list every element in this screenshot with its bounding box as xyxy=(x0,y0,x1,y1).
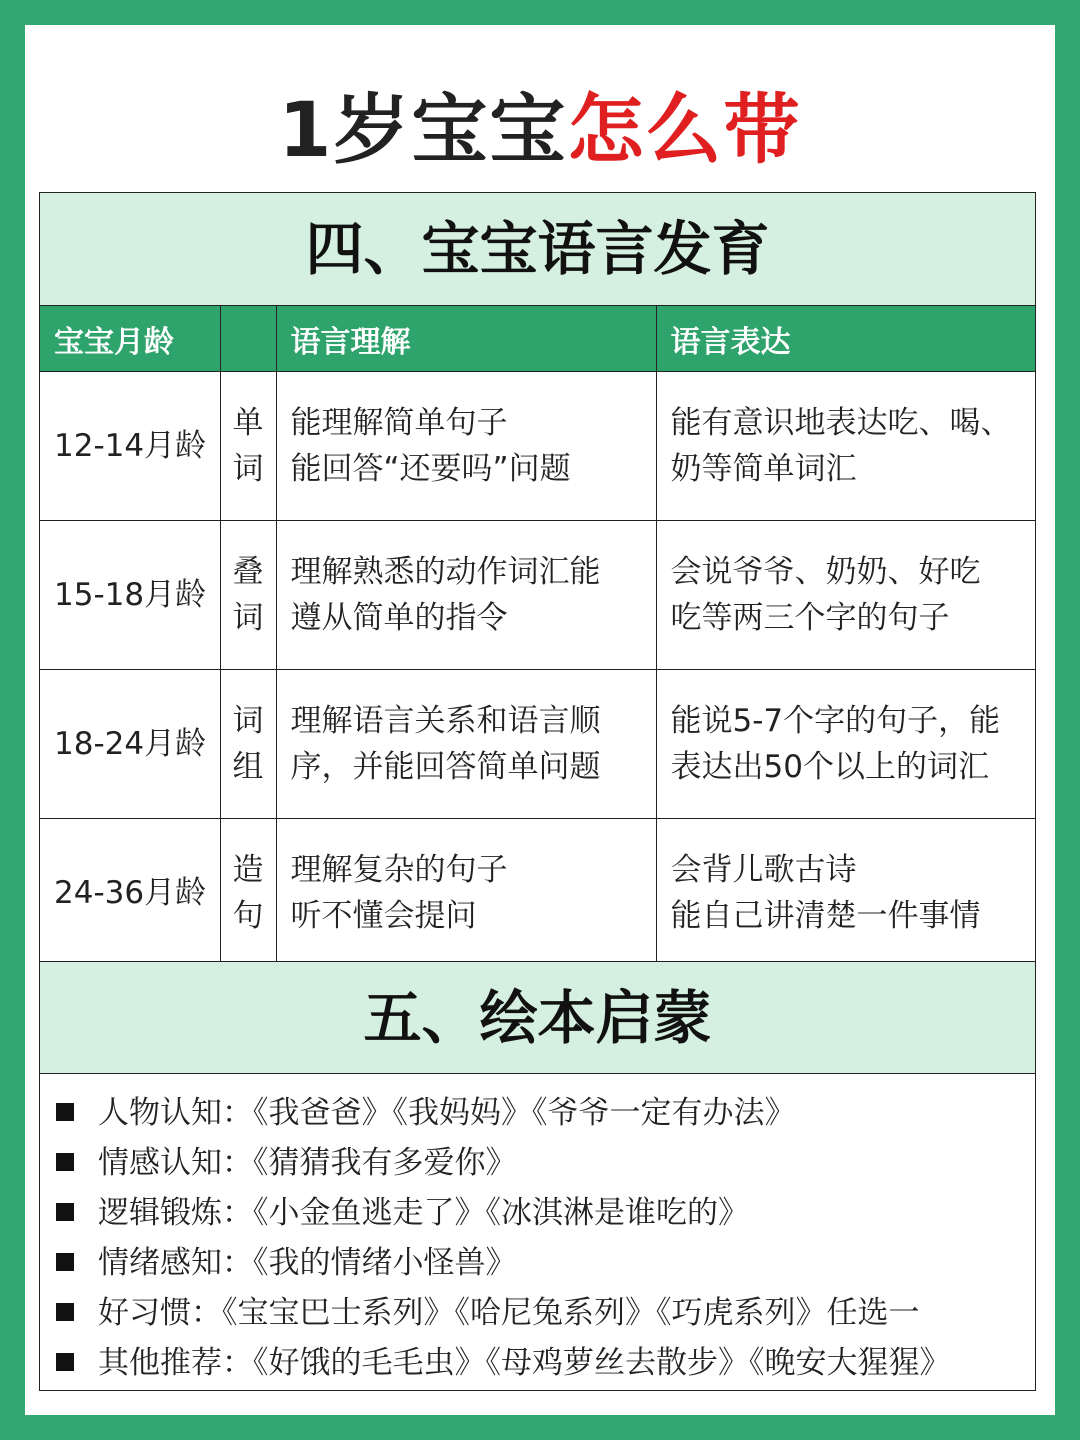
stage-cell xyxy=(220,670,276,819)
table-row xyxy=(40,372,1035,521)
express-line: 能自己讲清楚一件事情 xyxy=(670,898,981,934)
age-cell: 15-18月龄 xyxy=(40,521,220,670)
express-line: 奶等简单词汇 xyxy=(670,451,857,487)
express-line: 表达出50个以上的词汇 xyxy=(670,749,989,785)
header-understand: 语言理解 xyxy=(276,306,656,372)
stage-char: 词 xyxy=(232,451,264,487)
language-table xyxy=(40,306,1035,967)
list-item xyxy=(40,1338,1035,1388)
understand-line: 理解语言关系和语言顺 xyxy=(290,703,601,739)
square-bullet-icon xyxy=(56,1353,74,1371)
age-cell: 18-24月龄 xyxy=(40,670,220,819)
list-item xyxy=(40,1288,1035,1338)
square-bullet-icon xyxy=(56,1303,74,1321)
square-bullet-icon xyxy=(56,1153,74,1171)
list-item xyxy=(40,1238,1035,1288)
table-row xyxy=(40,819,1035,968)
content-frame xyxy=(39,192,1036,1391)
book-line: 情感认知：《猜猜我有多爱你》 xyxy=(98,1145,517,1181)
understand-cell xyxy=(276,670,656,819)
express-line: 会背儿歌古诗 xyxy=(670,852,857,888)
stage-char: 叠 xyxy=(232,554,264,590)
stage-char: 组 xyxy=(232,749,264,785)
express-cell xyxy=(656,670,1035,819)
book-line: 逻辑锻炼：《小金鱼逃走了》《冰淇淋是谁吃的》 xyxy=(98,1195,749,1231)
understand-line: 序，并能回答简单问题 xyxy=(290,749,601,785)
stage-char: 单 xyxy=(232,405,264,441)
stage-cell xyxy=(220,521,276,670)
stage-char: 词 xyxy=(232,703,264,739)
book-line: 好习惯：《宝宝巴士系列》《哈尼兔系列》《巧虎系列》任选一 xyxy=(98,1295,920,1331)
express-cell xyxy=(656,521,1035,670)
understand-line: 能回答“还要吗”问题 xyxy=(290,451,571,487)
age-cell: 24-36月龄 xyxy=(40,819,220,968)
understand-line: 听不懂会提问 xyxy=(290,898,477,934)
header-tag xyxy=(220,306,276,372)
page-title xyxy=(25,80,1055,180)
express-line: 会说爷爷、奶奶、好吃 xyxy=(670,554,981,590)
title-red: 怎么带 xyxy=(567,85,802,174)
header-age: 宝宝月龄 xyxy=(40,306,220,372)
title-black: 1岁宝宝 xyxy=(278,85,568,174)
section5-heading: 五、绘本启蒙 xyxy=(40,961,1035,1074)
understand-line: 遵从简单的指令 xyxy=(290,600,508,636)
book-line: 其他推荐：《好饿的毛毛虫》《母鸡萝丝去散步》《晚安大猩猩》 xyxy=(98,1345,951,1381)
book-line: 人物认知：《我爸爸》《我妈妈》《爷爷一定有办法》 xyxy=(98,1095,796,1131)
stage-char: 词 xyxy=(232,600,264,636)
age-cell: 12-14月龄 xyxy=(40,372,220,521)
square-bullet-icon xyxy=(56,1103,74,1121)
list-item xyxy=(40,1188,1035,1238)
express-cell xyxy=(656,819,1035,968)
table-row xyxy=(40,670,1035,819)
square-bullet-icon xyxy=(56,1203,74,1221)
understand-line: 能理解简单句子 xyxy=(290,405,508,441)
express-line: 能说5-7个字的句子，能 xyxy=(670,703,1001,739)
table-header-row xyxy=(40,306,1035,372)
list-item xyxy=(40,1138,1035,1188)
list-item xyxy=(40,1088,1035,1138)
understand-cell xyxy=(276,819,656,968)
stage-cell xyxy=(220,819,276,968)
book-list xyxy=(40,1088,1035,1388)
understand-cell xyxy=(276,372,656,521)
understand-line: 理解复杂的句子 xyxy=(290,852,508,888)
stage-char: 句 xyxy=(232,898,264,934)
table-row xyxy=(40,521,1035,670)
stage-char: 造 xyxy=(232,852,264,888)
header-express: 语言表达 xyxy=(656,306,1035,372)
card xyxy=(25,25,1055,1415)
express-cell xyxy=(656,372,1035,521)
understand-cell xyxy=(276,521,656,670)
understand-line: 理解熟悉的动作词汇能 xyxy=(290,554,601,590)
express-line: 能有意识地表达吃、喝、 xyxy=(670,405,1012,441)
section4-heading: 四、宝宝语言发育 xyxy=(40,193,1035,306)
express-line: 吃等两三个字的句子 xyxy=(670,600,950,636)
square-bullet-icon xyxy=(56,1253,74,1271)
book-line: 情绪感知：《我的情绪小怪兽》 xyxy=(98,1245,517,1281)
stage-cell xyxy=(220,372,276,521)
